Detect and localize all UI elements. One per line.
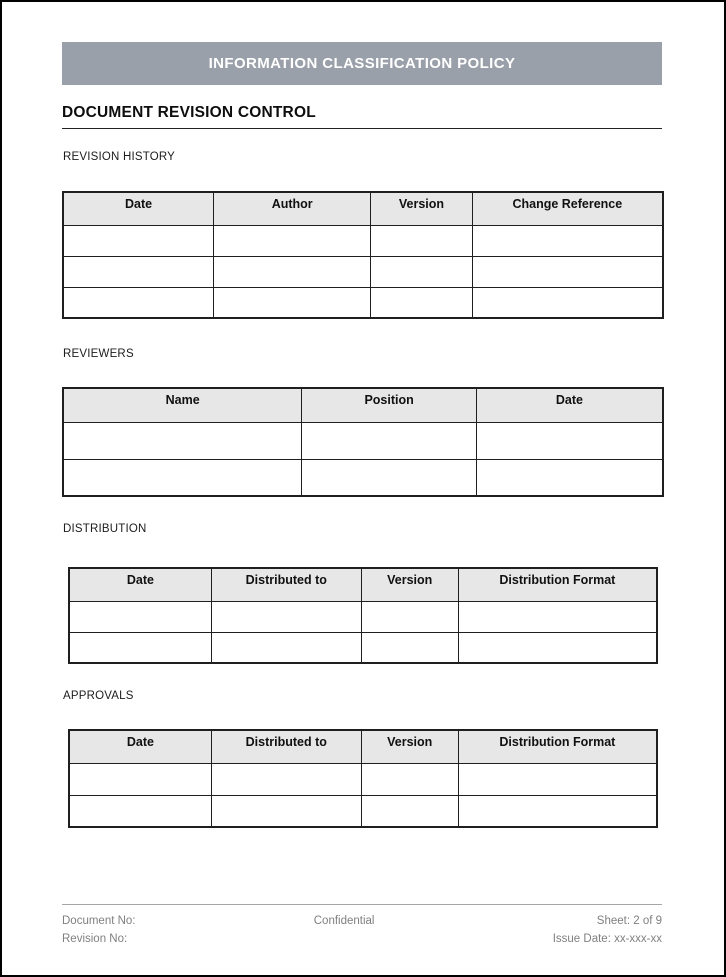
empty-cell[interactable] — [211, 632, 361, 663]
empty-cell[interactable] — [69, 632, 211, 663]
empty-cell[interactable] — [361, 601, 458, 632]
table-row — [69, 601, 657, 632]
empty-cell[interactable] — [371, 256, 472, 287]
distribution-label: DISTRIBUTION — [63, 523, 147, 535]
empty-cell[interactable] — [69, 601, 211, 632]
column-header-date: Date — [476, 388, 663, 422]
empty-cell[interactable] — [63, 287, 214, 318]
distribution-table — [68, 567, 658, 664]
reviewers-label: REVIEWERS — [63, 348, 134, 360]
table-row — [69, 763, 657, 795]
header-row — [63, 192, 663, 225]
empty-cell[interactable] — [63, 459, 302, 496]
empty-cell[interactable] — [302, 422, 477, 459]
empty-cell[interactable] — [361, 795, 458, 827]
empty-cell[interactable] — [361, 632, 458, 663]
header-row — [69, 568, 657, 601]
column-header-distribution-format: Distribution Format — [458, 568, 657, 601]
table-row — [63, 459, 663, 496]
empty-cell[interactable] — [472, 287, 663, 318]
empty-cell[interactable] — [63, 256, 214, 287]
document-no-label: Document No: — [62, 915, 136, 927]
empty-cell[interactable] — [476, 422, 663, 459]
header-row — [63, 388, 663, 422]
table-row — [63, 225, 663, 256]
empty-cell[interactable] — [476, 459, 663, 496]
revision-history-table — [62, 191, 664, 319]
column-header-name: Name — [63, 388, 302, 422]
empty-cell[interactable] — [63, 225, 214, 256]
empty-cell[interactable] — [211, 763, 361, 795]
table-row — [69, 795, 657, 827]
approvals-table — [68, 729, 658, 828]
column-header-date: Date — [63, 192, 214, 225]
page-heading-text: DOCUMENT REVISION CONTROL — [62, 104, 316, 121]
empty-cell[interactable] — [458, 632, 657, 663]
approvals-label: APPROVALS — [63, 690, 134, 702]
empty-cell[interactable] — [302, 459, 477, 496]
column-header-change-reference: Change Reference — [472, 192, 663, 225]
empty-cell[interactable] — [472, 256, 663, 287]
reviewers-table — [62, 387, 664, 497]
column-header-position: Position — [302, 388, 477, 422]
empty-cell[interactable] — [371, 287, 472, 318]
empty-cell[interactable] — [361, 763, 458, 795]
column-header-version: Version — [361, 730, 458, 763]
table-row — [63, 287, 663, 318]
column-header-author: Author — [214, 192, 371, 225]
confidential-label: Confidential — [313, 915, 375, 927]
empty-cell[interactable] — [211, 795, 361, 827]
column-header-date: Date — [69, 730, 211, 763]
issue-date: Issue Date: xx-xxx-xx — [552, 933, 662, 945]
column-header-distribution-format: Distribution Format — [458, 730, 657, 763]
document-title: INFORMATION CLASSIFICATION POLICY — [208, 55, 516, 72]
empty-cell[interactable] — [458, 763, 657, 795]
page-footer — [62, 904, 662, 948]
table-row — [63, 422, 663, 459]
empty-cell[interactable] — [69, 763, 211, 795]
column-header-version: Version — [371, 192, 472, 225]
empty-cell[interactable] — [458, 795, 657, 827]
column-header-version: Version — [361, 568, 458, 601]
empty-cell[interactable] — [214, 256, 371, 287]
revision-history-label: REVISION HISTORY — [63, 151, 176, 163]
column-header-date: Date — [69, 568, 211, 601]
document-title-banner — [62, 42, 662, 85]
column-header-distributed-to: Distributed to — [211, 730, 361, 763]
footer-right — [553, 912, 662, 948]
empty-cell[interactable] — [211, 601, 361, 632]
empty-cell[interactable] — [63, 422, 302, 459]
sheet-number: Sheet: 2 of 9 — [596, 915, 662, 927]
column-header-distributed-to: Distributed to — [211, 568, 361, 601]
page-heading — [62, 104, 662, 129]
table-row — [69, 632, 657, 663]
empty-cell[interactable] — [214, 287, 371, 318]
empty-cell[interactable] — [214, 225, 371, 256]
table-row — [63, 256, 663, 287]
empty-cell[interactable] — [69, 795, 211, 827]
header-row — [69, 730, 657, 763]
footer-left — [62, 912, 136, 948]
empty-cell[interactable] — [371, 225, 472, 256]
footer-center — [314, 912, 375, 948]
empty-cell[interactable] — [458, 601, 657, 632]
revision-no-label: Revision No: — [62, 933, 128, 945]
empty-cell[interactable] — [472, 225, 663, 256]
